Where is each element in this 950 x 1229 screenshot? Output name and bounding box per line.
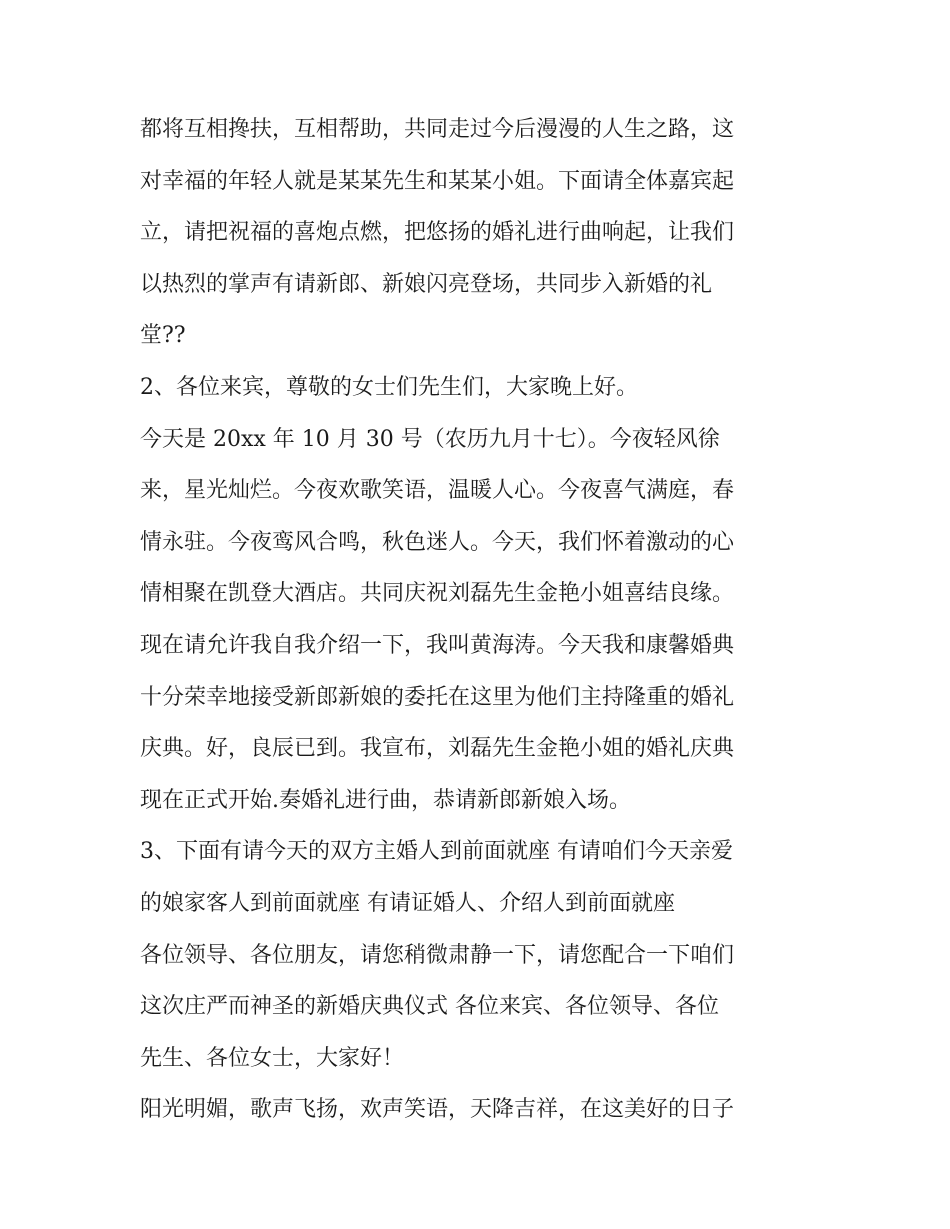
text-line: 情永驻。今夜鸾风合鸣，秋色迷人。今天，我们怀着激动的心 (140, 529, 735, 555)
text-line: 这次庄严而神圣的新婚庆典仪式 各位来宾、各位领导、各位 (140, 994, 719, 1020)
text-line: 今天是 20xx 年 10 月 30 号（农历九月十七）。今夜轻风徐 (140, 426, 720, 452)
text-line: 先生、各位女士，大家好！ (140, 1045, 405, 1071)
text-line: 以热烈的掌声有请新郎、新娘闪亮登场，共同步入新婚的礼 (140, 271, 713, 297)
text-line: 各位领导、各位朋友，请您稍微肃静一下，请您配合一下咱们 (140, 942, 735, 968)
text-line: 来，星光灿烂。今夜欢歌笑语，温暖人心。今夜喜气满庭，春 (140, 478, 735, 504)
body-text (140, 111, 820, 1143)
text-line: 现在正式开始.奏婚礼进行曲，恭请新郎新娘入场。 (140, 787, 631, 813)
text-line: 十分荣幸地接受新郎新娘的委托在这里为他们主持隆重的婚礼 (140, 684, 735, 710)
text-line: 对幸福的年轻人就是某某先生和某某小姐。下面请全体嘉宾起 (140, 168, 735, 194)
text-line: 阳光明媚，歌声飞扬，欢声笑语，天降吉祥，在这美好的日子 (140, 1097, 735, 1123)
text-line: 立，请把祝福的喜炮点燃，把悠扬的婚礼进行曲响起，让我们 (140, 220, 735, 246)
text-line: 的娘家客人到前面就座 有请证婚人、介绍人到前面就座 (140, 890, 675, 916)
text-line: 情相聚在凯登大酒店。共同庆祝刘磊先生金艳小姐喜结良缘。 (140, 581, 735, 607)
text-line: 堂?? (140, 323, 186, 349)
text-line: 3、下面有请今天的双方主婚人到前面就座 有请咱们今天亲爱 (140, 839, 733, 865)
text-line: 现在请允许我自我介绍一下，我叫黄海涛。今天我和康馨婚典 (140, 632, 735, 658)
text-line: 庆典。好，良辰已到。我宣布，刘磊先生金艳小姐的婚礼庆典 (140, 736, 735, 762)
text-line: 都将互相搀扶，互相帮助，共同走过今后漫漫的人生之路，这 (140, 117, 735, 142)
text-line: 2、各位来宾，尊敬的女士们先生们，大家晚上好。 (140, 374, 638, 400)
